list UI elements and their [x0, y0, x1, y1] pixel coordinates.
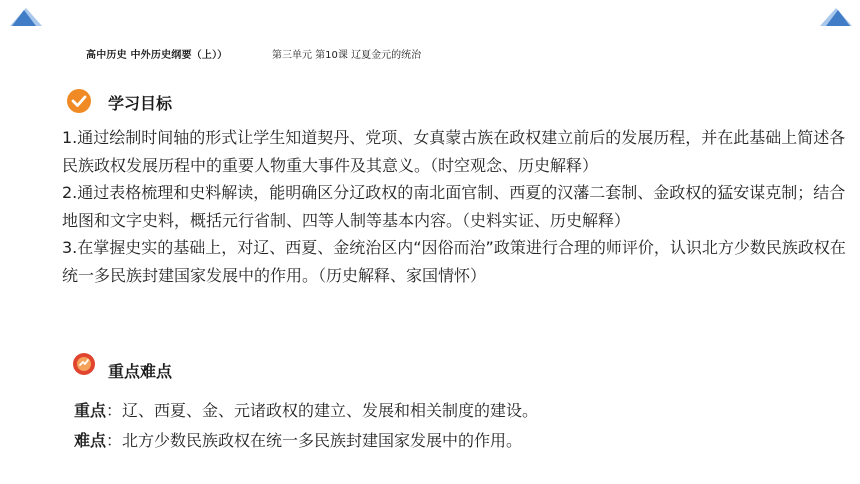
objectives-title: 学习目标 — [108, 94, 173, 113]
key-point-text: ：辽、西夏、金、元诸政权的建立、发展和相关制度的建设。 — [106, 401, 539, 420]
difficulty-text: ：北方少数民族政权在统一多民族封建国家发展中的作用。 — [106, 431, 523, 450]
course-title: 高中历史 中外历史纲要（上）） — [86, 50, 228, 61]
corner-triangle-right — [816, 6, 854, 28]
objective-item: 3.在掌握史实的基础上，对辽、西夏、金统治区内“因俗而治”政策进行合理的师评价，认识北方少数民族政权在统一多民族封建国家发展中的作用。（历史解释、家国情怀） — [62, 238, 846, 285]
objectives-list — [62, 124, 852, 289]
objective-item: 2.通过表格梳理和史料解读，能明确区分辽政权的南北面官制、西夏的汉藩二套制、金政权的猛安谋克制；结合地图和文字史料，概括元行省制、四等人制等基本内容。（史料实证、历史解释） — [62, 183, 846, 230]
badge-icon — [72, 352, 96, 376]
objective-item: 1.通过绘制时间轴的形式让学生知道契丹、党项、女真蒙古族在政权建立前后的发展历程，并在此基础上简述各民族政权发展历程中的重要人物重大事件及其意义。（时空观念、历史解释） — [62, 128, 846, 175]
difficulty-line — [74, 426, 538, 456]
lesson-title: 第三单元 第10课 辽夏金元的统治 — [272, 50, 422, 61]
keypoints-title: 重点难点 — [108, 362, 173, 381]
keypoints-list — [74, 396, 538, 456]
key-point-label: 重点 — [74, 401, 107, 420]
key-point-line — [74, 396, 538, 426]
corner-triangle-left — [8, 6, 44, 28]
check-circle-icon — [66, 88, 92, 114]
difficulty-label: 难点 — [74, 431, 107, 450]
